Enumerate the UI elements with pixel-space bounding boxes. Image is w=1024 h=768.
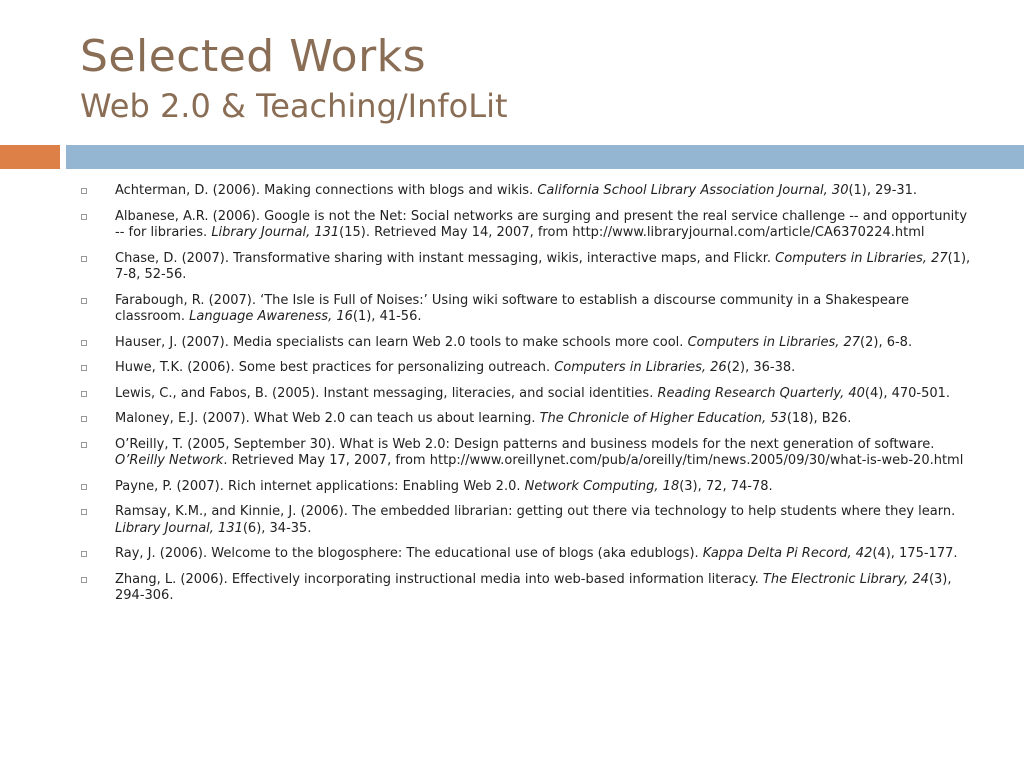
reference-source: Library Journal, 131: [211, 225, 340, 240]
reference-item: [80, 479, 975, 496]
square-bullet-icon: [81, 416, 87, 422]
reference-text: Hauser, J. (2007). Media specialists can learn Web 2.0 tools to make schools more cool.: [115, 334, 688, 350]
reference-item: [80, 335, 975, 352]
reference-details: (2), 36-38.: [726, 360, 796, 375]
reference-text: Ray, J. (2006). Welcome to the blogosphere: The educational use of blogs (aka edublogs).: [115, 546, 703, 561]
reference-text: Chase, D. (2007). Transformative sharing with instant messaging, wikis, interactive maps, and Flickr.: [115, 250, 776, 266]
reference-details: . Retrieved May 17, 2007, from http://www.oreillynet.com/pub/a/oreilly/tim/news.2005/09/30/what-is-web-20.html: [223, 453, 964, 468]
reference-item: [80, 437, 975, 470]
reference-text: Maloney, E.J. (2007). What Web 2.0 can teach us about learning.: [115, 411, 540, 426]
reference-details: (4), 470-501.: [864, 385, 951, 401]
reference-source: Computers in Libraries, 27: [775, 250, 948, 266]
square-bullet-icon: [81, 188, 87, 194]
reference-details: (2), 6-8.: [860, 334, 913, 350]
reference-source: O’Reilly Network: [115, 453, 224, 468]
reference-details: (15). Retrieved May 14, 2007, from http://www.libraryjournal.com/article/CA6370224.html: [339, 225, 925, 240]
square-bullet-icon: [81, 509, 87, 515]
reference-source: The Chronicle of Higher Education, 53: [539, 411, 787, 426]
title-subtitle: Web 2.0 & Teaching/InfoLit: [80, 87, 508, 125]
square-bullet-icon: [81, 577, 87, 583]
square-bullet-icon: [81, 484, 87, 490]
reference-source: The Electronic Library, 24: [762, 571, 929, 587]
accent-bar-blue: [66, 145, 1024, 169]
reference-item: [80, 183, 975, 200]
reference-item: [80, 546, 975, 563]
reference-details: (18), B26.: [786, 411, 852, 426]
reference-item: [80, 293, 975, 326]
reference-text: Payne, P. (2007). Rich internet applications: Enabling Web 2.0.: [115, 478, 525, 494]
reference-item: [80, 386, 975, 403]
square-bullet-icon: [81, 551, 87, 557]
reference-details: (4), 175-177.: [872, 546, 958, 561]
reference-source: Computers in Libraries, 27: [687, 334, 861, 350]
reference-text: Achterman, D. (2006). Making connections with blogs and wikis.: [115, 183, 538, 198]
reference-list: [80, 183, 975, 614]
reference-item: [80, 251, 975, 284]
reference-item: [80, 209, 975, 242]
reference-details: (3), 294-306.: [115, 571, 952, 603]
reference-source: Network Computing, 18: [524, 478, 680, 494]
square-bullet-icon: [81, 365, 87, 371]
reference-source: Reading Research Quarterly, 40: [657, 385, 865, 401]
reference-source: Computers in Libraries, 26: [554, 360, 727, 375]
reference-source: California School Library Association Journal, 30: [537, 183, 849, 198]
reference-text: Lewis, C., and Fabos, B. (2005). Instant messaging, literacies, and social identities.: [115, 385, 658, 401]
reference-source: Language Awareness, 16: [189, 309, 353, 324]
title-main: Selected Works: [80, 31, 427, 82]
reference-details: (1), 7-8, 52-56.: [115, 250, 971, 282]
reference-source: Library Journal, 131: [115, 520, 243, 536]
square-bullet-icon: [81, 298, 87, 304]
square-bullet-icon: [81, 442, 87, 448]
accent-bar-orange: [0, 145, 60, 169]
reference-item: [80, 360, 975, 377]
reference-details: (3), 72, 74-78.: [679, 478, 773, 494]
square-bullet-icon: [81, 391, 87, 397]
slide-title: [80, 30, 508, 128]
square-bullet-icon: [81, 340, 87, 346]
square-bullet-icon: [81, 256, 87, 262]
reference-details: (6), 34-35.: [242, 520, 312, 536]
reference-source: Kappa Delta Pi Record, 42: [702, 546, 873, 561]
reference-text: Huwe, T.K. (2006). Some best practices for personalizing outreach.: [115, 360, 555, 375]
reference-item: [80, 504, 975, 537]
reference-item: [80, 572, 975, 605]
reference-text: Zhang, L. (2006). Effectively incorporating instructional media into web-based information literacy.: [115, 571, 763, 587]
reference-text: Albanese, A.R. (2006). Google is not the Net: Social networks are surging and present the real service challenge -- and opportunity -- for libraries.: [115, 208, 968, 240]
square-bullet-icon: [81, 214, 87, 220]
reference-details: (1), 41-56.: [352, 309, 422, 324]
reference-details: (1), 29-31.: [848, 183, 918, 198]
reference-text: O’Reilly, T. (2005, September 30). What is Web 2.0: Design patterns and business models for the next generation of software.: [115, 436, 935, 452]
reference-text: Farabough, R. (2007). ‘The Isle is Full of Noises:’ Using wiki software to establish a discourse community in a Shakespeare classroom.: [115, 292, 909, 324]
reference-item: [80, 411, 975, 428]
reference-text: Ramsay, K.M., and Kinnie, J. (2006). The embedded librarian: getting out there via technology to help students where they learn.: [115, 504, 956, 519]
